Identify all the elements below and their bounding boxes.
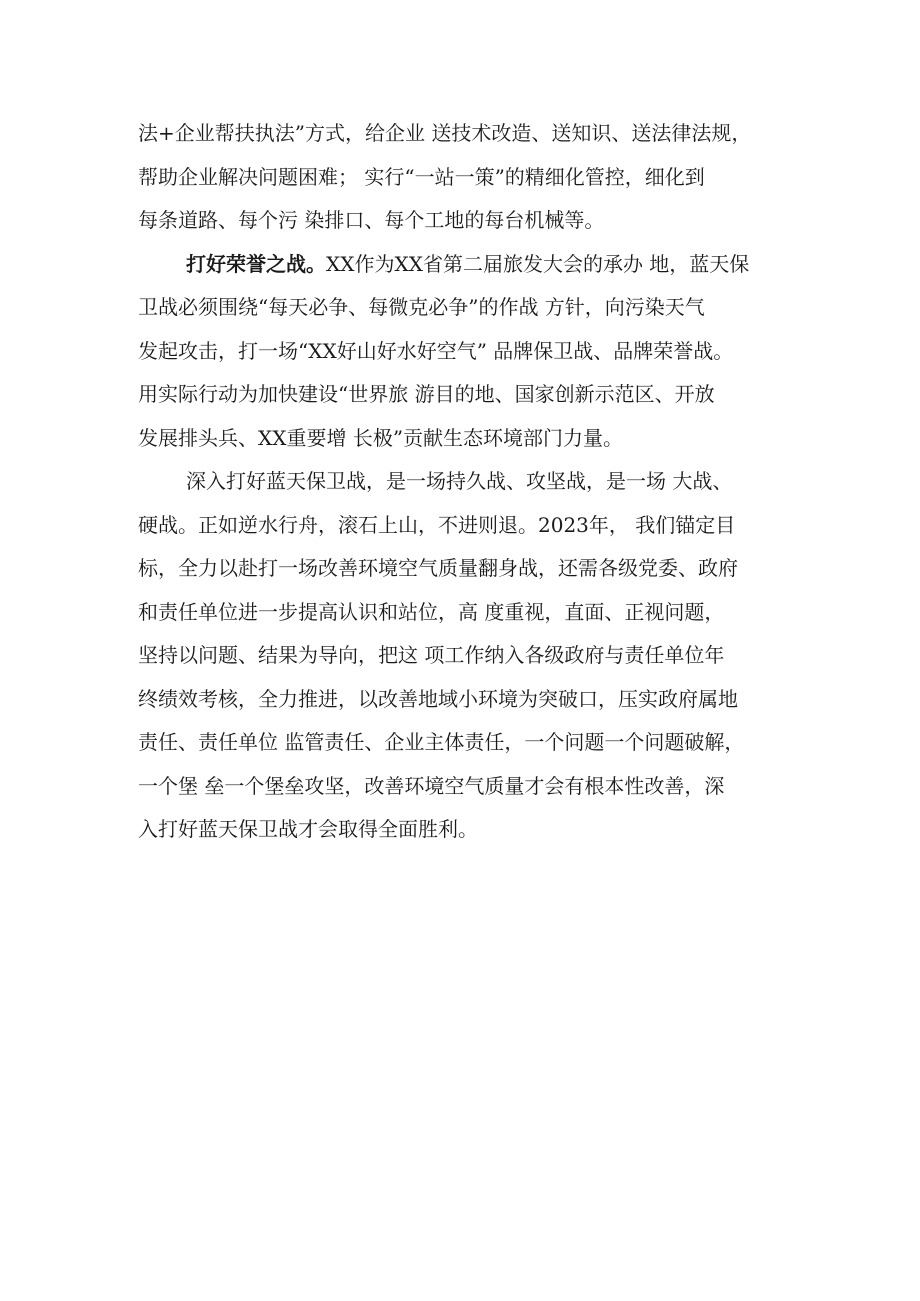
paragraph-line: 终绩效考核，全力推进，以改善地域小环境为突破口，压实政府属地 [138, 686, 738, 711]
paragraph-line: 和责任单位进一步提高认识和站位，高 度重视，直面、正视问题， [138, 599, 725, 624]
paragraph-line-text: XX作为XX省第二届旅发大会的承办 地，蓝天保 [326, 251, 750, 276]
paragraph-first-line [138, 243, 806, 287]
paragraph-line: 深入打好蓝天保卫战，是一场持久战、攻坚战，是一场 大战、 [186, 469, 733, 493]
section-heading: 打好荣誉之战。 [186, 251, 326, 276]
paragraph-line: 用实际行动为加快建设“世界旅 游目的地、国家创新示范区、开放 [138, 382, 715, 406]
paragraph-1 [138, 112, 806, 243]
paragraph-3 [138, 460, 806, 852]
paragraph-line: 标，全力以赴打一场改善环境空气质量翻身战，还需各级党委、政府 [138, 556, 738, 580]
paragraph-line: 硬战。正如逆水行舟，滚石上山，不进则退。2023年， 我们锚定目 [138, 512, 736, 537]
paragraph-line: 一个堡 垒一个堡垒攻坚，改善环境空气质量才会有根本性改善，深 [138, 773, 725, 798]
paragraph-line: 帮助企业解决问题困难； 实行“一站一策”的精细化管控，细化到 [138, 164, 705, 189]
paragraph-2 [138, 243, 806, 461]
paragraph-line: 发展排头兵、XX重要增 长极”贡献生态环境部门力量。 [138, 425, 624, 450]
paragraph-line: 发起攻击，打一场“XX好山好水好空气” 品牌保卫战、品牌荣誉战。 [138, 338, 734, 363]
document-body [138, 112, 806, 852]
paragraph-line: 入打好蓝天保卫战才会取得全面胜利。 [138, 817, 478, 841]
paragraph-line: 责任、责任单位 监管责任、企业主体责任，一个问题一个问题破解， [138, 730, 745, 754]
paragraph-line: 法+企业帮扶执法”方式，给企业 送技术改造、送知识、送法律法规， [138, 121, 752, 145]
paragraph-line: 每条道路、每个污 染排口、每个工地的每台机械等。 [138, 208, 605, 232]
paragraph-line: 卫战必须围绕“每天必争、每微克必争”的作战 方针，向污染天气 [138, 295, 705, 319]
paragraph-line: 坚持以问题、结果为导向，把这 项工作纳入各级政府与责任单位年 [138, 643, 725, 667]
